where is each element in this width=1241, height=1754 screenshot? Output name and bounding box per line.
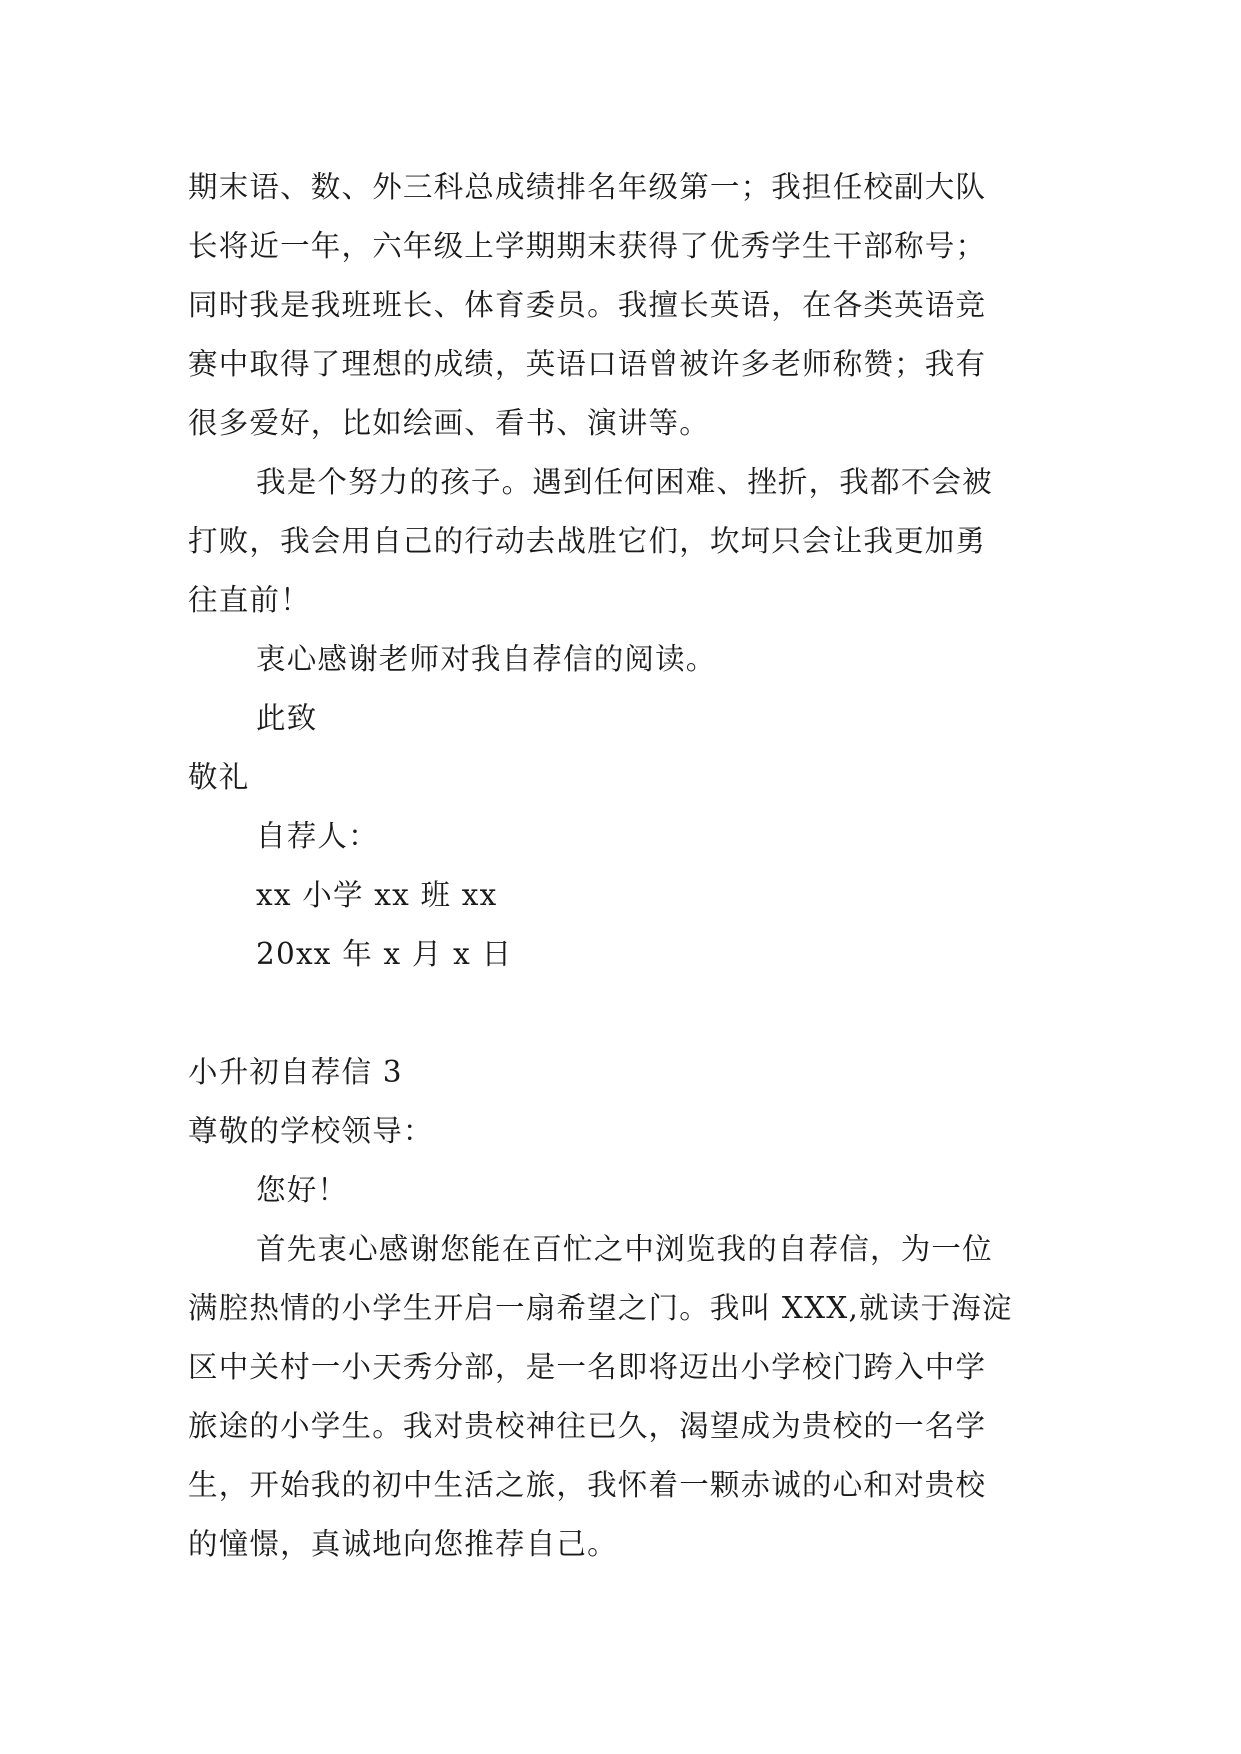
text-line: 满腔热情的小学生开启一扇希望之门。我叫 XXX,就读于海淀	[188, 1291, 1013, 1325]
addressee-line: 尊敬的学校领导：	[188, 1114, 434, 1148]
signer-name: xx 小学 xx 班 xx	[256, 878, 498, 912]
text-line: 赛中取得了理想的成绩，英语口语曾被许多老师称赞；我有	[188, 347, 987, 381]
text-line: 长将近一年，六年级上学期期末获得了优秀学生干部称号；	[188, 229, 987, 263]
section-title: 小升初自荐信 3	[188, 1055, 403, 1089]
text-line: 生，开始我的初中生活之旅，我怀着一颗赤诚的心和对贵校	[188, 1468, 987, 1502]
paragraph-introduction	[188, 1220, 1056, 1574]
text-line: 期末语、数、外三科总成绩排名年级第一；我担任校副大队	[188, 170, 987, 204]
signer-label: 自荐人：	[256, 819, 379, 853]
letter-date: 20xx 年 x 月 x 日	[256, 937, 513, 971]
closing-line: 此致	[256, 701, 318, 735]
text-line: 打败，我会用自己的行动去战胜它们，坎坷只会让我更加勇	[188, 524, 987, 558]
text-line: 区中关村一小天秀分部，是一名即将迈出小学校门跨入中学	[188, 1350, 987, 1384]
text-line: 的憧憬，真诚地向您推荐自己。	[188, 1527, 618, 1561]
greeting-line: 您好！	[256, 1173, 349, 1207]
text-line: 往直前！	[188, 583, 311, 617]
text-line: 同时我是我班班长、体育委员。我擅长英语，在各类英语竞	[188, 288, 987, 322]
text-line: 首先衷心感谢您能在百忙之中浏览我的自荐信，为一位	[256, 1232, 993, 1266]
text-line: 我是个努力的孩子。遇到任何困难、挫折，我都不会被	[256, 465, 993, 499]
paragraph-achievements	[188, 158, 1056, 453]
paragraph-perseverance	[188, 453, 1056, 630]
thanks-line: 衷心感谢老师对我自荐信的阅读。	[256, 642, 717, 676]
section-gap	[188, 984, 1056, 1043]
letter-body	[188, 158, 1056, 1574]
text-line: 旅途的小学生。我对贵校神往已久，渴望成为贵校的一名学	[188, 1409, 987, 1443]
text-line: 很多爱好，比如绘画、看书、演讲等。	[188, 406, 710, 440]
salute-line: 敬礼	[188, 760, 250, 794]
